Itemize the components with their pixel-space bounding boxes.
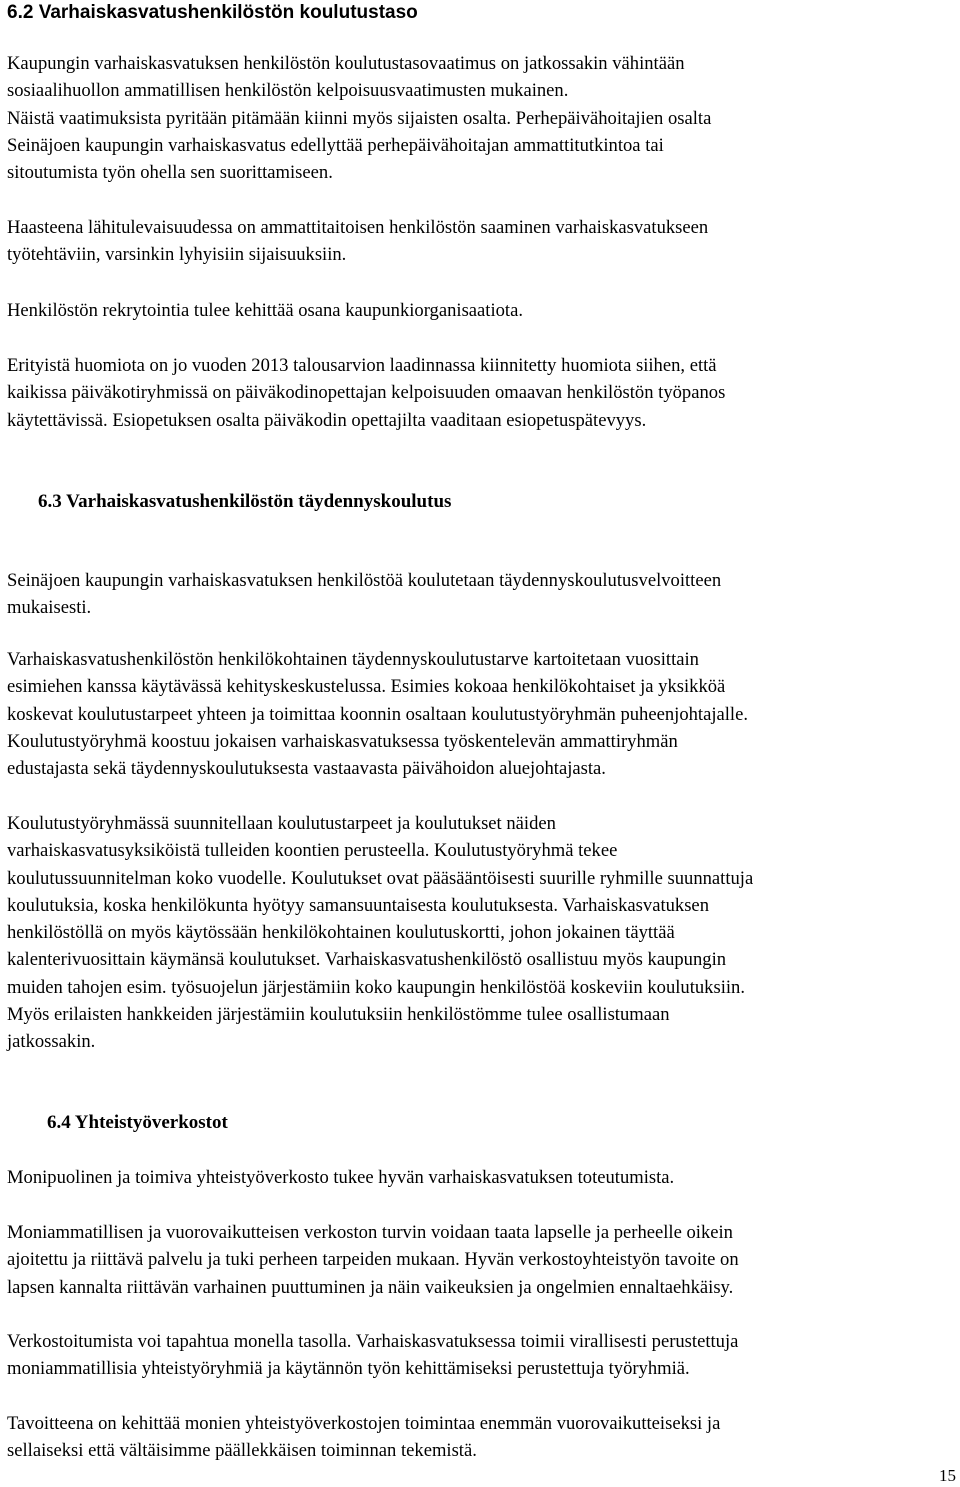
text-line: jatkossakin. — [7, 1031, 96, 1053]
section-heading-6-3: 6.3 Varhaiskasvatushenkilöstön täydennyskoulutus — [38, 491, 452, 512]
text-line: mukaisesti. — [7, 597, 92, 619]
text-line: Koulutustyöryhmässä suunnitellaan koulutustarpeet ja koulutukset näiden — [7, 813, 556, 834]
text-line: lapsen kannalta riittävän varhainen puuttuminen ja näin vaikeuksien ja ongelmien ennaltaehkäisy. — [7, 1276, 734, 1298]
text-line: moniammatillisia yhteistyöryhmiä ja käytännön työn kehittämiseksi perustettuja työryhmiä. — [7, 1358, 690, 1380]
paragraph — [7, 214, 958, 269]
paragraph — [7, 646, 958, 782]
paragraph — [7, 810, 958, 1056]
text-line: kaikissa päiväkotiryhmissä on päiväkodinopettajan kelpoisuuden omaavan henkilöstön työpanos — [7, 382, 726, 404]
text-line: työtehtäviin, varsinkin lyhyisiin sijaisuuksiin. — [7, 244, 347, 266]
text-line: Verkostoitumista voi tapahtua monella tasolla. Varhaiskasvatuksessa toimii virallisesti perustettuja — [7, 1331, 739, 1352]
paragraph — [7, 297, 958, 324]
paragraph — [7, 1164, 958, 1191]
text-line: Seinäjoen kaupungin varhaiskasvatuksen henkilöstöä koulutetaan täydennyskoulutusvelvoitteen — [7, 570, 722, 591]
text-line: koulutussuunnitelman koko vuodelle. Koulutukset ovat pääsääntöisesti suurille ryhmille suunnattuja — [7, 867, 754, 889]
section-heading-6-2: 6.2 Varhaiskasvatushenkilöstön koulutustaso — [7, 2, 418, 23]
text-line: Monipuolinen ja toimiva yhteistyöverkosto tukee hyvän varhaiskasvatuksen toteutumista. — [7, 1167, 675, 1188]
section-heading-6-4: 6.4 Yhteistyöverkostot — [47, 1112, 228, 1133]
paragraph — [7, 1328, 958, 1383]
text-line: ajoitettu ja riittävä palvelu ja tuki perheen tarpeiden mukaan. Hyvän verkostoyhteistyön tavoite on — [7, 1249, 739, 1271]
text-line: edustajasta sekä täydennyskoulutuksesta vastaavasta päivähoidon aluejohtajasta. — [7, 758, 606, 780]
paragraph — [7, 567, 958, 622]
text-line: koskevat koulutustarpeet yhteen ja toimittaa koonnin osaltaan koulutustyöryhmän puheenjohtajalle. — [7, 703, 748, 725]
text-line: Henkilöstön rekrytointia tulee kehittää osana kaupunkiorganisaatiota. — [7, 300, 524, 321]
text-line: Tavoitteena on kehittää monien yhteistyöverkostojen toimintaa enemmän vuorovaikutteiseksi ja — [7, 1413, 721, 1434]
text-line: koulutuksia, koska henkilökunta hyötyy samansuuntaisesta koulutuksesta. Varhaiskasvatuksen — [7, 894, 709, 916]
text-line: Varhaiskasvatushenkilöstön henkilökohtainen täydennyskoulutustarve kartoitetaan vuosittain — [7, 649, 699, 670]
text-line: sellaiseksi että vältäisimme päällekkäisen toiminnan tekemistä. — [7, 1440, 477, 1462]
text-line: Myös erilaisten hankkeiden järjestämiin koulutuksiin henkilöstömme tulee osallistumaan — [7, 1004, 670, 1026]
text-line: käytettävissä. Esiopetuksen osalta päiväkodin opettajilta vaaditaan esiopetuspätevyys. — [7, 409, 647, 431]
paragraph — [7, 1410, 958, 1465]
text-line: henkilöstöllä on myös käytössään henkilökohtainen koulutuskortti, johon jokainen täyttää — [7, 922, 675, 944]
page-number: 15 — [939, 1466, 956, 1485]
text-line: Seinäjoen kaupungin varhaiskasvatus edellyttää perhepäivähoitajan ammattitutkintoa tai — [7, 134, 664, 156]
text-line: sosiaalihuollon ammatillisen henkilöstön kelpoisuusvaatimusten mukainen. — [7, 80, 569, 102]
text-line: Erityistä huomiota on jo vuoden 2013 talousarvion laadinnassa kiinnitetty huomiota siihen, että — [7, 355, 717, 376]
paragraph — [7, 1219, 958, 1301]
paragraph — [7, 352, 958, 434]
text-line: kalenterivuosittain käymänsä koulutukset. Varhaiskasvatushenkilöstö osallistuu myös kaupungin — [7, 949, 727, 971]
text-line: Koulutustyöryhmä koostuu jokaisen varhaiskasvatuksessa työskentelevän ammattiryhmän — [7, 730, 678, 752]
text-line: sitoutumista työn ohella sen suorittamiseen. — [7, 162, 333, 184]
text-line: Moniammatillisen ja vuorovaikutteisen verkoston turvin voidaan taata lapselle ja perheelle oikein — [7, 1222, 733, 1243]
text-line: Haasteena lähitulevaisuudessa on ammattitaitoisen henkilöstön saaminen varhaiskasvatukseen — [7, 217, 709, 238]
text-line: Kaupungin varhaiskasvatuksen henkilöstön koulutustasovaatimus on jatkossakin vähintään — [7, 53, 685, 74]
text-line: Näistä vaatimuksista pyritään pitämään kiinni myös sijaisten osalta. Perhepäivähoitajien osalta — [7, 107, 712, 129]
text-line: esimiehen kanssa käytävässä kehityskeskustelussa. Esimies kokoaa henkilökohtaiset ja yksikköä — [7, 676, 726, 698]
text-line: muiden tahojen esim. työsuojelun järjestämiin koko kaupungin henkilöstöä koskeviin koulutuksiin. — [7, 976, 745, 998]
text-line: varhaiskasvatusyksiköistä tulleiden koontien perusteella. Koulutustyöryhmä tekee — [7, 840, 618, 862]
paragraph — [7, 50, 958, 186]
